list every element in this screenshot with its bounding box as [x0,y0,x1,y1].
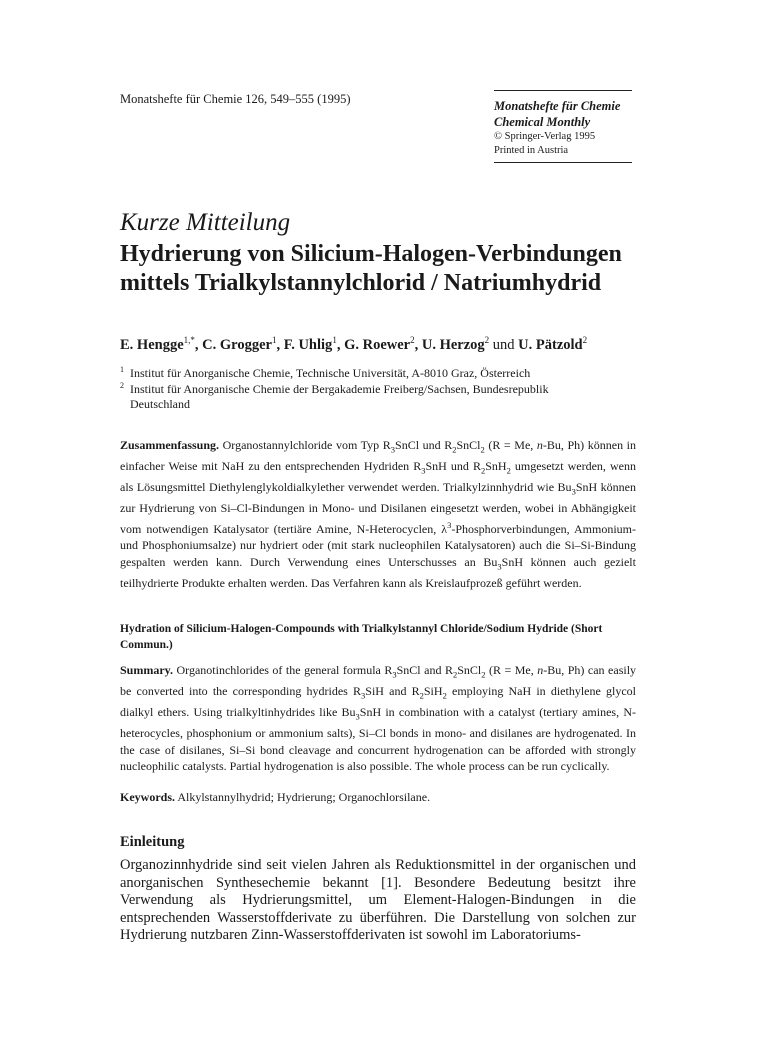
summary-label: Summary. [120,663,174,677]
author-sup: 2 [410,335,415,345]
subscript: 2 [419,690,424,701]
journal-name-en: Chemical Monthly [494,115,591,129]
author: U. Herzog [421,336,485,353]
subscript: 3 [497,561,502,572]
summary-text: SnH in combination with a catalyst (tertiary amines, N-heterocycles, phosphonium or ammonium salts), Si–Cl bonds in mono- and disilanes are hydrogenated. In the case of disilanes, Si–Si bond cleavage and concurrent hydrogenation can be afforded with strongly nucleophilic catalysts. Partial hydrogenation is also possible. The whole process can be run cyclically. [120,704,636,774]
subscript: 3 [392,669,397,680]
summary-text: SiH and R [365,683,420,698]
abstract-text: -Bu, Ph) können in einfacher Weise mit NaH zu den entsprechenden Hydriden R [120,438,636,473]
article-title [120,240,680,297]
affiliation-number: 1 [120,365,124,374]
section-heading: Einleitung [120,834,185,850]
author-sup: 1 [332,335,337,345]
subscript: 3 [361,690,366,701]
author: E. Hengge [120,336,184,353]
abstract-text: SnCl und R [395,438,453,452]
subscript: 2 [480,444,485,455]
author: C. Grogger [202,336,272,353]
summary-text: SnCl and R [396,663,453,677]
summary-text: employing NaH in diethylene glycol dialkyl ethers. Using trialkyltinhydrides like Bu [120,683,636,719]
abstract-text: SnH können zur Hydrierung von Si–Cl-Bindungen in Mono- und Disilanen eingesetzt werden, wobei in Abhängigkeit vom notwendigen Katalysator (tertiäre Amine, N-Heterocyclen, λ [120,479,636,536]
affiliation-text: Institut für Anorganische Chemie, Technische Universität, A-8010 Graz, Österreich [130,366,531,380]
author: U. Pätzold [518,336,583,353]
author: F. Uhlig [283,336,333,353]
abstract-italic: n [536,438,543,452]
authors-joiner: und [492,336,515,353]
affiliation-number: 2 [120,381,124,390]
abstract-text: SnH und R [425,458,481,473]
summary-text: (R = Me, [485,663,538,677]
journal-reference: Monatshefte für Chemie 126, 549–555 (1995) [120,92,351,106]
printed-line: Printed in Austria [494,145,569,156]
keywords [120,790,430,805]
summary-text: -Bu, Ph) can easily be converted into the corresponding hydrides R [120,663,637,698]
subscript: 3 [421,465,426,476]
summary [120,662,636,775]
abstract-text: -Phosphorverbindungen, Ammonium- und Phosphoniumsalze) nur hydriert oder (mit stark nucleophilen Katalysatoren) auch die Si–Si-Bindung gespalten werden kann. Durch Verwendung eines Unterschusses an Bu [120,521,637,569]
zusammenfassung-label: Zusammenfassung. [120,438,220,452]
zusammenfassung [120,437,636,591]
summary-text: SiH [423,683,443,698]
author-sup: 2 [484,335,490,345]
subscript: 3 [571,486,576,497]
affiliation-text-cont: Deutschland [130,397,190,411]
top-rule [494,90,632,91]
subscript: 2 [452,669,458,680]
abstract-text: SnCl [456,438,481,452]
article-kind: Kurze Mitteilung [120,209,291,236]
english-title: Hydration of Silicium-Halogen-Compounds with Trialkylstannyl Chloride/Sodium Hydride (Short Commun.) [120,623,603,651]
journal-info-box [494,90,632,163]
author-sup: 1,* [183,335,195,345]
author: G. Roewer [344,336,411,353]
author-sup: 1 [271,335,277,345]
summary-italic: n [537,663,544,677]
keywords-label: Keywords. [120,790,175,804]
subscript: 2 [480,465,486,476]
author-list: E. Hengge$^{1,*}$, C. Grogger$^1$, F. Uhlig$^1$, G. Roewer$^2$, U. Herzog$^2$ und U. Pätzold$^2$ [120,335,588,353]
author-sup: 2 [582,335,588,345]
subscript: 3 [390,444,396,455]
subscript: 2 [481,669,486,680]
copyright-line: © Springer-Verlag 1995 [494,131,596,142]
summary-text: SnCl [457,663,482,677]
subscript: 2 [506,465,511,476]
bottom-rule [494,162,632,163]
affiliation-text: Institut für Anorganische Chemie der Bergakademie Freiberg/Sachsen, Bundesrepublik [130,382,549,396]
abstract-text: SnH können auch gezielt teilhydrierte Produkte erhalten werden. Das Verfahren kann als Kreislaufprozeß geführt werden. [120,554,636,590]
title-line-2: mittels Trialkylstannylchlorid / Natriumhydrid [120,269,602,296]
superscript: 3 [447,519,452,530]
subscript: 2 [442,690,447,701]
subscript: 3 [355,711,360,722]
affiliation-2 [120,378,640,412]
intro-paragraph: Organozinnhydride sind seit vielen Jahren als Reduktionsmittel in der organischen und anorganischen Synthesechemie bekannt [1]. Besondere Bedeutung besitzt ihre Verwendung als Hydrierungsmittel, um Element-Halogen-Bindungen in die entsprechenden Wasserstoffderivate zu überführen. Die Darstellung von solchen zur Hydrierung nutzbaren Zinn-Wasserstoffderivaten ist sowohl im Laboratoriums- [120,857,636,943]
abstract-text: (R = Me, [484,438,537,452]
keywords-text: Alkylstannylhydrid; Hydrierung; Organochlorsilane. [177,790,431,804]
title-line-1: Hydrierung von Silicium-Halogen-Verbindungen [120,241,622,267]
abstract-text: SnH [485,458,507,473]
journal-name-de: Monatshefte für Chemie [494,99,621,113]
abstract-text: umgesetzt werden, wenn als Lösungsmittel Diethylenglykoldialkylether verwendet werden. Trialkylzinnhydrid wie Bu [120,458,636,494]
abstract-text: Organostannylchloride vom Typ R [222,438,391,452]
summary-text: Organotinchlorides of the general formula R [176,663,393,677]
subscript: 2 [452,444,457,455]
